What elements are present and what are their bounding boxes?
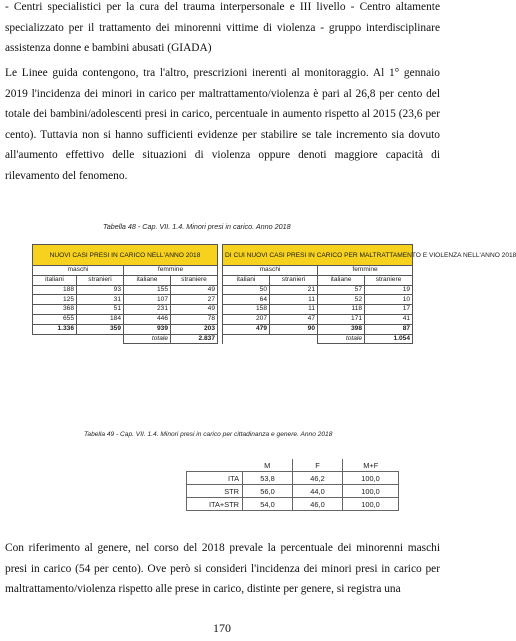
paragraph-linee-guida: Le Linee guida contengono, tra l'altro, prescrizioni inerenti al monitoraggio. Al 1° gennaio 2019 l'incidenza dei minori in carico per maltrattamento/violenza è pari al 26,8 per cento del totale dei bambini/adolescenti presi in carico, percentuale in aumento rispetto al 2015 (23,6 per cento). Tuttavia non si hanno sufficienti evidenze per stabilire se tale incremento sia dovuto all'aumento effettivo delle situazioni di violenza oppure denoti maggiore capacità di rilevamento del fenomeno.: [5, 67, 440, 182]
table-48-femmine-left: femmine: [124, 266, 218, 276]
table-cell: 49: [171, 285, 218, 295]
table-48-maschi-right: maschi: [223, 266, 318, 276]
table-cell: 368: [33, 305, 77, 315]
col-header-m: M: [243, 459, 293, 472]
table-row: [33, 314, 413, 324]
table-cell: 107: [124, 295, 171, 305]
col-header-stranieri: stranieri: [77, 275, 124, 285]
table-cell: 100,0: [343, 472, 399, 485]
table-row: [33, 295, 413, 305]
table-cell: 171: [318, 314, 365, 324]
table-row: [33, 285, 413, 295]
table-cell-total: 479: [223, 324, 270, 334]
table-cell: 31: [77, 295, 124, 305]
table-row: [33, 305, 413, 315]
table-cell-total: 203: [171, 324, 218, 334]
table-grand-total-row: [33, 334, 413, 344]
table-cell: 46,2: [293, 472, 343, 485]
table-row: [187, 472, 399, 485]
table-cell: 49: [171, 305, 218, 315]
paragraph-centri-specialistici: - Centri specialistici per la cura del trauma interpersonale e III livello - Centro altamente specializzato per il trattamento dei minorenni vittime di violenza - gruppo interdisciplinare assistenza donne e bambini abusati (GIADA): [5, 1, 440, 55]
table-cell: 64: [223, 295, 270, 305]
table-48: [32, 244, 516, 344]
col-header-italiani: italiani: [223, 275, 270, 285]
col-header-italiani: italiani: [33, 275, 77, 285]
empty-cell: [187, 459, 243, 472]
totale-label-right: totale: [318, 334, 365, 344]
table-cell-total: 359: [77, 324, 124, 334]
table-cell: 27: [171, 295, 218, 305]
table-cell: 155: [124, 285, 171, 295]
table-48-maschi-left: maschi: [33, 266, 124, 276]
table-cell: 11: [270, 295, 318, 305]
totale-value-right: 1.054: [365, 334, 413, 344]
table-48-header-maltrattamento: DI CUI NUOVI CASI PRESI IN CARICO PER MALTRATTAMENTO E VIOLENZA NELL'ANNO 2018: [223, 245, 413, 266]
page-number: 170: [213, 621, 231, 635]
table-cell: 57: [318, 285, 365, 295]
table-row: [187, 485, 399, 498]
table-cell: 17: [365, 305, 413, 315]
table-cell: 56,0: [243, 485, 293, 498]
col-header-f: F: [293, 459, 343, 472]
col-header-straniere: straniere: [365, 275, 413, 285]
table-cell: 41: [365, 314, 413, 324]
table-cell: 231: [124, 305, 171, 315]
table-cell: 207: [223, 314, 270, 324]
table-cell: 21: [270, 285, 318, 295]
row-label: ITA: [187, 472, 243, 485]
table-cell: 53,8: [243, 472, 293, 485]
table-cell: 50: [223, 285, 270, 295]
table-48-caption: Tabella 48 - Cap. VII. 1.4. Minori presi in carico. Anno 2018: [103, 222, 291, 231]
table-cell: 446: [124, 314, 171, 324]
table-cell-total: 939: [124, 324, 171, 334]
table-cell: 51: [77, 305, 124, 315]
table-cell-total: 87: [365, 324, 413, 334]
table-48-header-nuovi-casi: NUOVI CASI PRESI IN CARICO NELL'ANNO 2018: [33, 245, 218, 266]
table-cell: 100,0: [343, 498, 399, 511]
totale-value-left: 2.837: [171, 334, 218, 344]
table-cell: 100,0: [343, 485, 399, 498]
table-cell: 11: [270, 305, 318, 315]
table-cell-total: 90: [270, 324, 318, 334]
table-cell: 655: [33, 314, 77, 324]
row-label: ITA+STR: [187, 498, 243, 511]
table-cell: 44,0: [293, 485, 343, 498]
table-cell: 52: [318, 295, 365, 305]
table-row: [187, 498, 399, 511]
col-header-italiane: italiane: [124, 275, 171, 285]
table-cell: 184: [77, 314, 124, 324]
table-49-caption: Tabella 49 - Cap. VII. 1.4. Minori presi in carico per cittadinanza e genere. Anno 2018: [84, 431, 333, 438]
table-cell: 10: [365, 295, 413, 305]
table-48-femmine-right: femmine: [318, 266, 413, 276]
table-cell: 125: [33, 295, 77, 305]
col-header-italiane: italiane: [318, 275, 365, 285]
table-cell: 19: [365, 285, 413, 295]
table-cell: 78: [171, 314, 218, 324]
table-49: [186, 459, 399, 511]
table-cell: 158: [223, 305, 270, 315]
row-label: STR: [187, 485, 243, 498]
empty-cell: [33, 334, 124, 344]
col-header-straniere: straniere: [171, 275, 218, 285]
empty-cell: [223, 334, 318, 344]
totale-label-left: totale: [124, 334, 171, 344]
table-cell: 118: [318, 305, 365, 315]
table-totals-row: [33, 324, 413, 334]
table-cell: 46,0: [293, 498, 343, 511]
col-header-stranieri: stranieri: [270, 275, 318, 285]
table-cell: 188: [33, 285, 77, 295]
table-cell-total: 398: [318, 324, 365, 334]
table-cell: 93: [77, 285, 124, 295]
paragraph-genere: Con riferimento al genere, nel corso del 2018 prevale la percentuale dei minorenni maschi presi in carico (54 per cento). Ove però si consideri l'incidenza dei minori presi in carico per maltrattamento/violenza rispetto alle prese in carico, distinte per genere, si registra una: [5, 542, 440, 596]
table-cell: 54,0: [243, 498, 293, 511]
table-cell: 47: [270, 314, 318, 324]
col-header-mf: M+F: [343, 459, 399, 472]
table-cell-total: 1.336: [33, 324, 77, 334]
